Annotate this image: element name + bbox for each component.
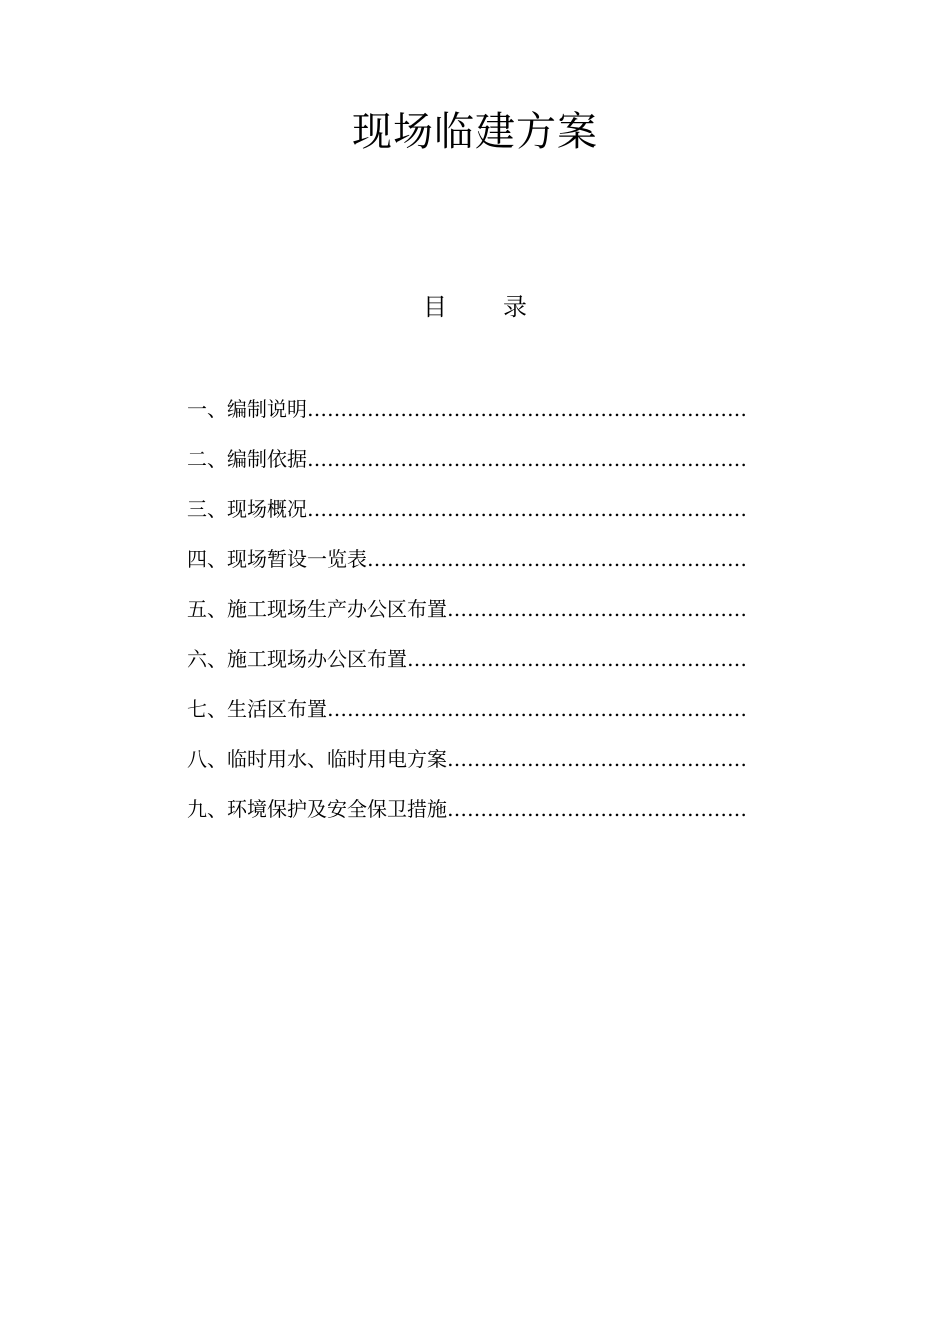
- toc-leader-dots: [447, 594, 747, 624]
- toc-item-label: 三、现场概况: [187, 497, 307, 521]
- toc-item-label: 七、生活区布置: [187, 697, 327, 721]
- toc-heading: [0, 290, 950, 324]
- toc-leader-dots: [447, 794, 747, 824]
- toc-leader-dots: [307, 444, 747, 474]
- toc-item[interactable]: [187, 594, 747, 644]
- document-title: 现场临建方案: [352, 109, 598, 155]
- toc-item-label: 六、施工现场办公区布置: [187, 647, 407, 671]
- toc-item[interactable]: [187, 644, 747, 694]
- toc-item-label: 八、临时用水、临时用电方案: [187, 747, 447, 771]
- toc-item-label: 四、现场暂设一览表: [187, 547, 367, 571]
- toc-item-label: 五、施工现场生产办公区布置: [187, 597, 447, 621]
- toc-item[interactable]: [187, 694, 747, 744]
- toc-item[interactable]: [187, 544, 747, 594]
- toc-leader-dots: [307, 494, 747, 524]
- toc-item[interactable]: [187, 744, 747, 794]
- toc-heading-left: 目: [423, 293, 447, 321]
- toc-item-label: 一、编制说明: [187, 397, 307, 421]
- toc-item[interactable]: [187, 494, 747, 544]
- toc-leader-dots: [447, 744, 747, 774]
- toc-item-label: 二、编制依据: [187, 447, 307, 471]
- toc-item[interactable]: [187, 444, 747, 494]
- toc-heading-right: 录: [503, 293, 527, 321]
- toc-item[interactable]: [187, 794, 747, 844]
- toc-leader-dots: [327, 694, 747, 724]
- toc-leader-dots: [407, 644, 747, 674]
- toc-leader-dots: [307, 394, 747, 424]
- toc-item-label: 九、环境保护及安全保卫措施: [187, 797, 447, 821]
- toc-leader-dots: [367, 544, 747, 574]
- toc-list: [187, 394, 747, 844]
- toc-item[interactable]: [187, 394, 747, 444]
